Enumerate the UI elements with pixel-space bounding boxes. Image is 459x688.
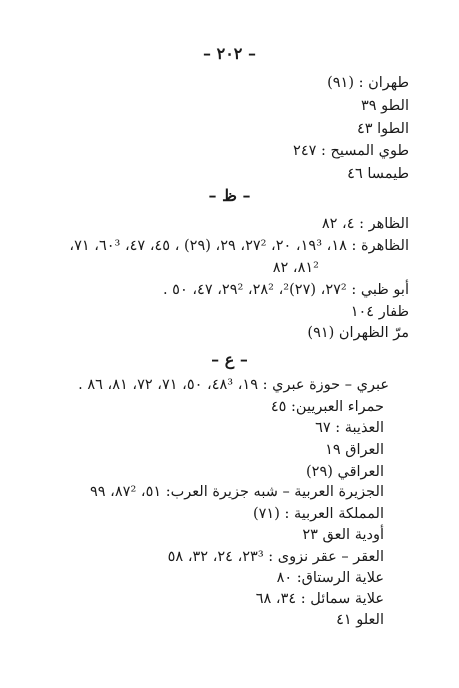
entry-alaqr: العقر – عقر نزوى : ٢٣³، ٢٤، ٣٢، ٥٨	[167, 549, 384, 565]
entry-arabian-kingdom: المملكة العربية : (٧١)	[252, 506, 384, 522]
entry-hamra-alabriyin: حمراء العبريين: ٤٥	[270, 399, 384, 415]
section-header-ain: – ع –	[211, 350, 248, 369]
entry-awdiyat-aleq: أودية العق ٢٣	[302, 527, 384, 543]
entry-alulw: العلو ٤١	[336, 612, 384, 628]
page-number: – ٢٠٢ –	[203, 44, 256, 63]
entry-altawa: الطوا ٤٣	[356, 121, 409, 137]
section-header-za: – ظ –	[208, 186, 251, 205]
entry-ibri: عبري – حوزة عبري : ١٩، ٤٨³، ٥٠، ٧١، ٧٢، ٨١، ٨٦ .	[78, 377, 389, 393]
entry-dhofar: ظفار ١٠٤	[350, 304, 409, 320]
entry-taymasa: طيمسا ٤٦	[347, 166, 409, 182]
entry-alayat-arrustaq: علاية الرستاق: ٨٠	[276, 570, 384, 586]
entry-azzahira-continued: ٨١، ٨٢²	[272, 260, 319, 276]
entry-marr-azzahran: مرّ الظهران (٩١)	[307, 325, 409, 341]
entry-aliraq: العراق ١٩	[325, 442, 384, 458]
entry-aliraqi: العراقي (٢٩)	[305, 464, 384, 480]
entry-altaw: الطو ٣٩	[360, 98, 409, 114]
entry-aludhayba: العذيبة : ٦٧	[315, 420, 384, 436]
entry-azzahira: الظاهرة : ١٨، ١٩³، ٢٠، ٢٧²، ٢٩، (٢٩) ، ٤٥، ٤٧، ٦٠³، ٧١،	[69, 238, 409, 254]
entry-tehran: طهران : (٩١)	[327, 75, 409, 91]
entry-arabian-peninsula: الجزيرة العربية – شبه جزيرة العرب: ٥١، ٨٧²، ٩٩	[90, 484, 384, 500]
entry-alayat-samail: علاية سمائل : ٣٤، ٦٨	[255, 591, 384, 607]
entry-azzahir: الظاهر : ٤، ٨٢	[321, 216, 409, 232]
entry-abu-dhabi: أبو ظبي : ٢٧²، (٢٧)²، ٢٨²، ٢٩²، ٤٧، ٥٠ .	[162, 282, 409, 298]
entry-tawi-almasih: طوي المسيح : ٢٤٧	[293, 143, 409, 159]
